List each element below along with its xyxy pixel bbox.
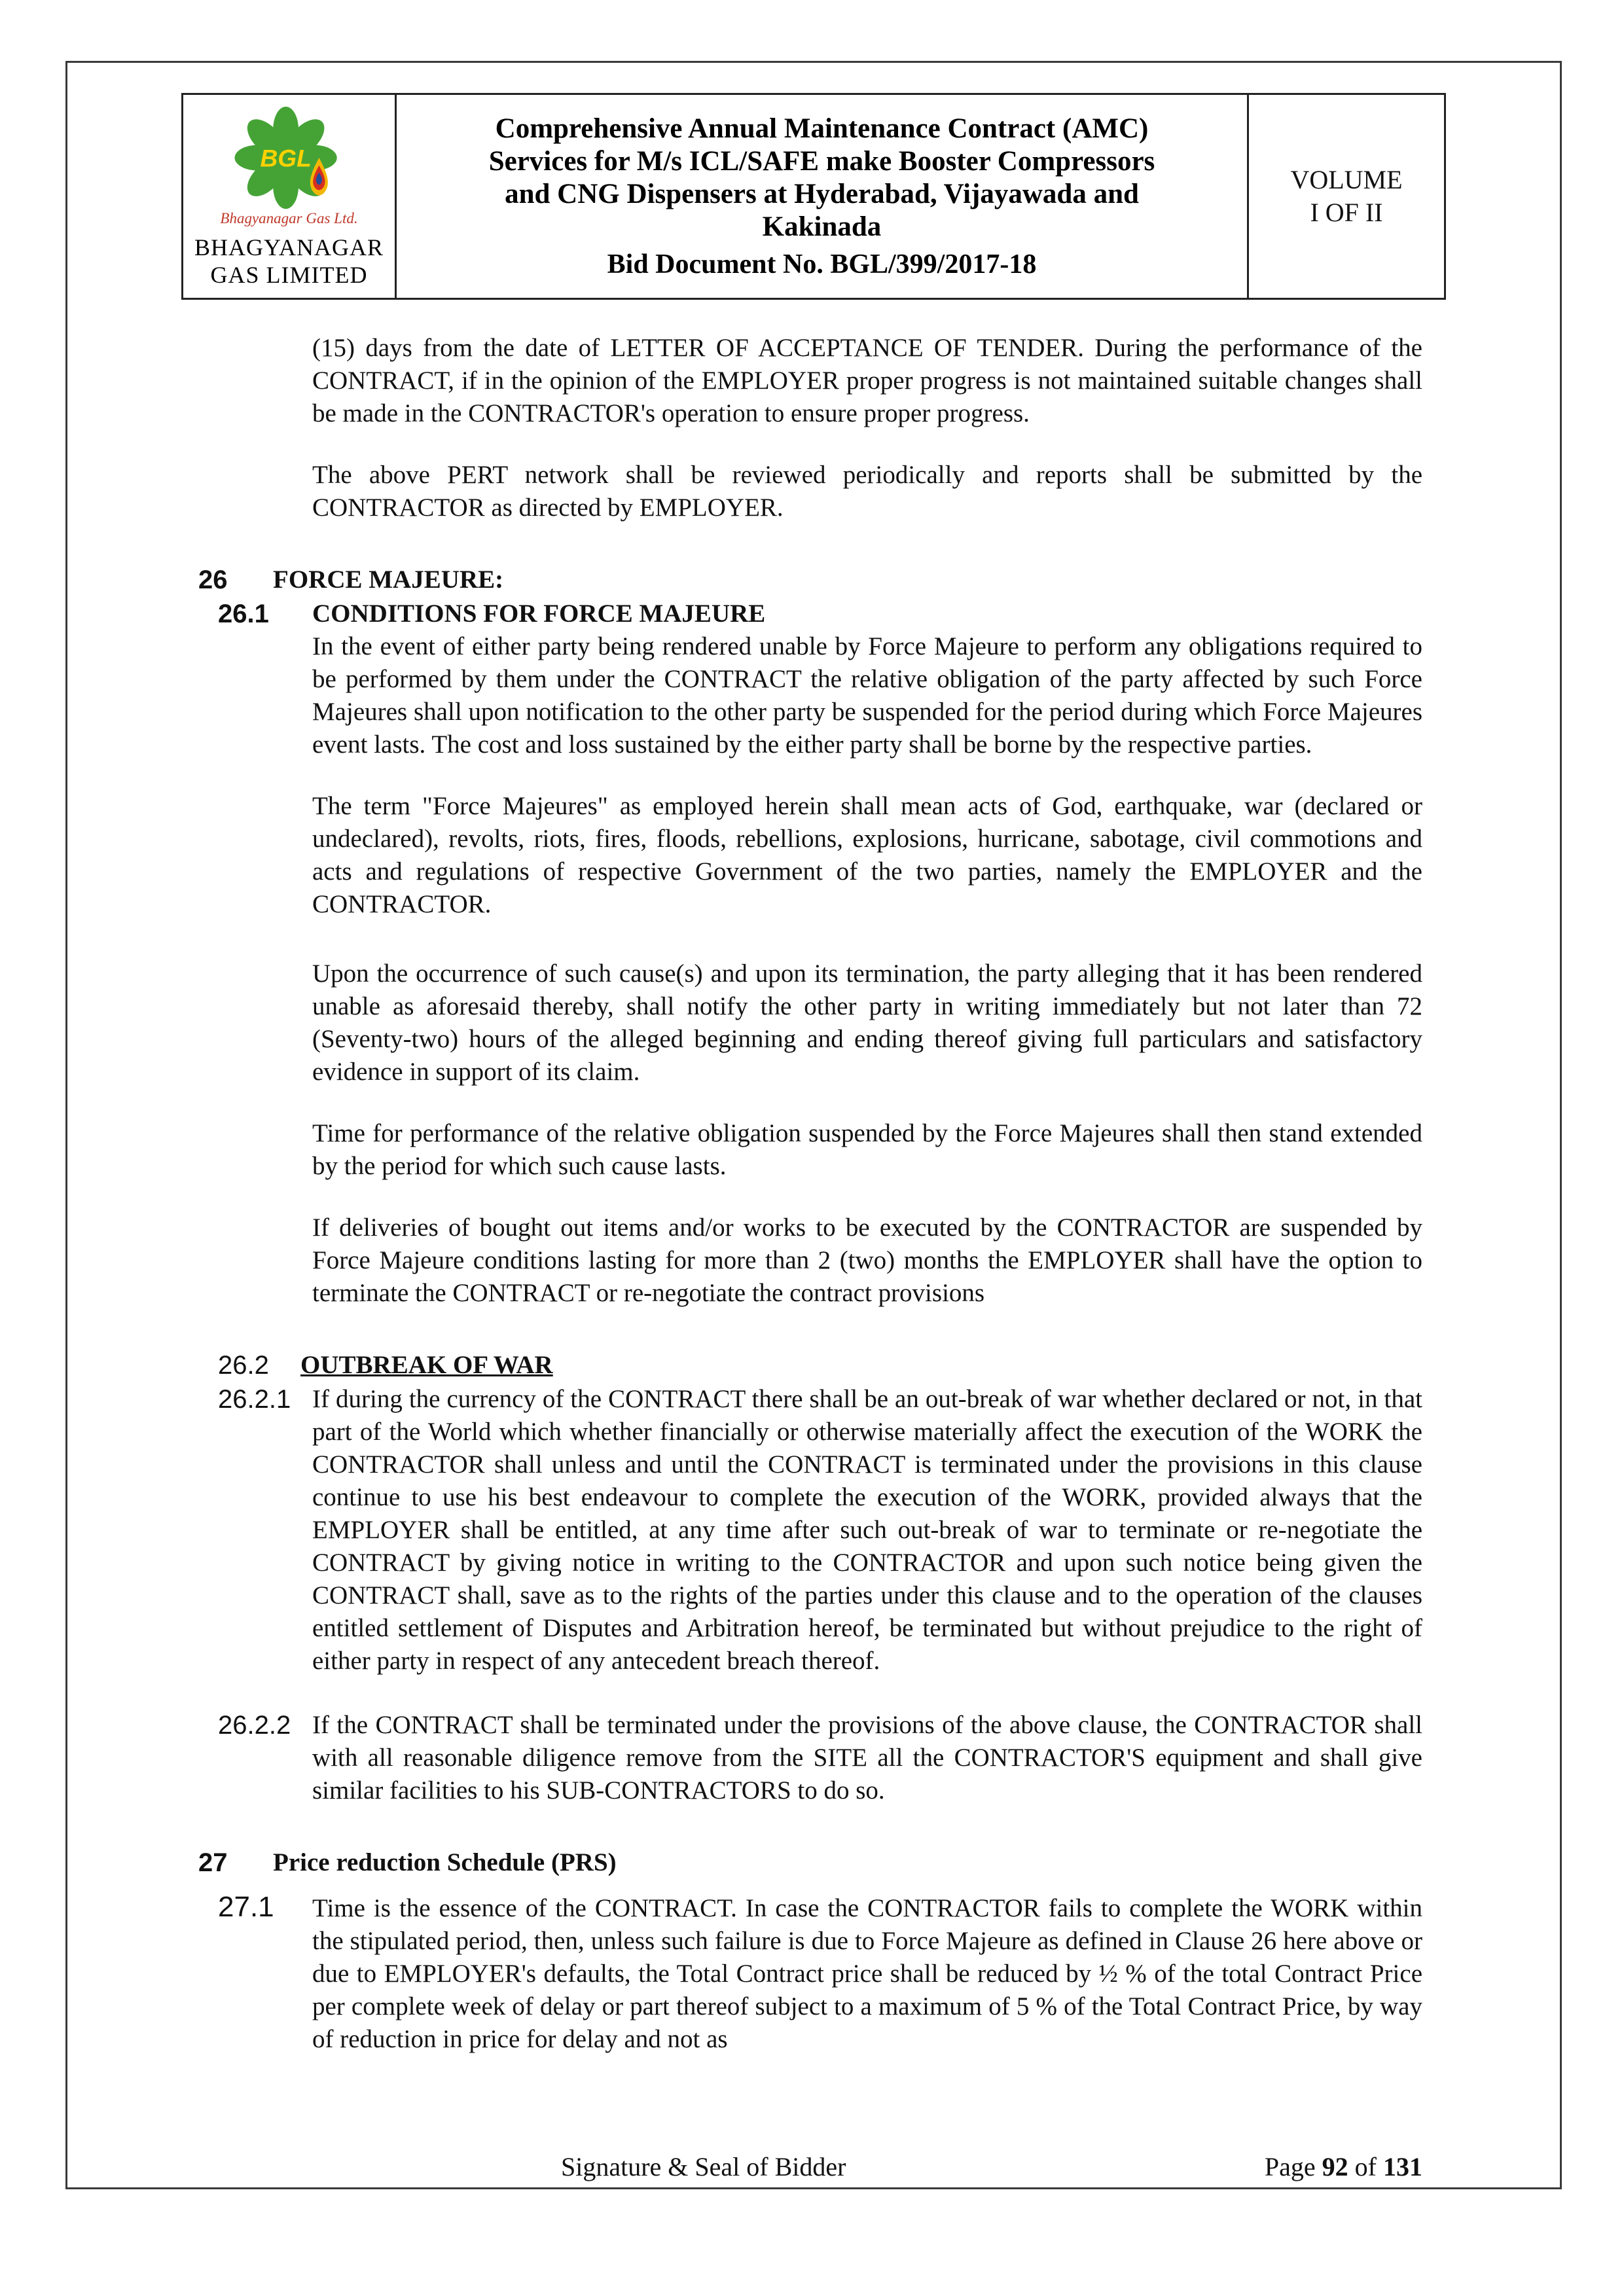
volume-cell (1249, 95, 1444, 298)
document-body (67, 300, 1560, 2056)
logo-acronym: BGL (260, 144, 312, 172)
section-26-1-paragraph-1: In the event of either party being rendered unable by Force Majeure to perform any obligations required to be performed by them under the CONTRACT the relative obligation of the party affected by such Force Majeures shall upon notification to the other party be suspended for the period during which Force Majeures event lasts. The cost and loss sustained by the either party shall be borne by the respective parties. (312, 632, 1422, 759)
paragraph-intro-2: The above PERT network shall be reviewed periodically and reports shall be submitted by the CONTRACTOR as directed by EMPLOYER. (312, 461, 1422, 522)
page-total: 131 (1383, 2152, 1422, 2181)
section-26-2-title: OUTBREAK OF WAR (300, 1351, 553, 1379)
page-number (1265, 2151, 1422, 2182)
section-26-1-paragraph-4: Time for performance of the relative obligation suspended by the Force Majeures shall then stand extended by the period for which such cause lasts. (312, 1119, 1422, 1180)
logo-cell (183, 95, 397, 298)
section-26-1 (218, 598, 1422, 761)
section-26-1-paragraph-3: Upon the occurrence of such cause(s) and upon its termination, the party alleging that it has been rendered unable as aforesaid thereby, shall notify the other party in writing immediately but not later than 72 (Seventy-two) hours of the alleged beginning and ending thereof giving full particulars and satisfactory evidence in support of its claim. (312, 960, 1422, 1086)
clause-number-26-2-2: 26.2.2 (218, 1711, 291, 1740)
document-title-line3: and CNG Dispensers at Hyderabad, Vijayawada and (505, 179, 1139, 209)
section-27-heading (198, 1846, 1422, 1879)
document-title-line1: Comprehensive Annual Maintenance Contract (AMC) (495, 113, 1149, 144)
section-26-2-2 (218, 1709, 1422, 1807)
company-logo (222, 105, 356, 214)
section-26-1-paragraph-5: If deliveries of bought out items and/or works to be executed by the CONTRACTOR are suspended by Force Majeure conditions lasting for more than 2 (two) months the EMPLOYER shall have the option to terminate the CONTRACT or re-negotiate the contract provisions (312, 1213, 1422, 1307)
clause-number-26-2-1: 26.2.1 (218, 1385, 291, 1414)
section-27-1 (218, 1891, 1422, 2056)
document-title-line2: Services for M/s ICL/SAFE make Booster Compressors (488, 146, 1155, 177)
clause-number-27: 27 (198, 1848, 228, 1877)
company-name-line2: GAS LIMITED (210, 262, 368, 288)
clause-number-27-1: 27.1 (218, 1891, 274, 1923)
section-26-title: FORCE MAJEURE: (273, 565, 504, 594)
page-footer (312, 2151, 1422, 2182)
page-of-word: of (1354, 2152, 1377, 2181)
volume-line2: I OF II (1310, 198, 1383, 227)
logo-caption: Bhagyanagar Gas Ltd. (220, 210, 358, 226)
section-26-2-1 (218, 1383, 1422, 1677)
section-26-1-paragraph-2: The term "Force Majeures" as employed herein shall mean acts of God, earthquake, war (declared or undeclared), revolts, riots, fires, floods, rebellions, explosions, hurricane, sabotage, civil commotions and acts and regulations of respective Government of the two parties, namely the EMPLOYER and the CONTRACTOR. (312, 792, 1422, 918)
section-26-2-heading (218, 1349, 1422, 1382)
page-border (65, 61, 1562, 2189)
clause-number-26-2: 26.2 (218, 1351, 269, 1380)
signature-label: Signature & Seal of Bidder (561, 2152, 846, 2181)
page-current: 92 (1322, 2152, 1348, 2181)
clause-number-26-1: 26.1 (218, 600, 269, 628)
document-header (181, 93, 1446, 300)
document-title (411, 113, 1233, 243)
document-title-line4: Kakinada (762, 211, 882, 242)
volume-line1: VOLUME (1290, 165, 1403, 194)
section-27-1-text: Time is the essence of the CONTRACT. In case the CONTRACTOR fails to complete the WORK within the stipulated period, then, unless such failure is due to Force Majeure as defined in Clause 26 here above or due to EMPLOYER's defaults, the Total Contract price shall be reduced by ½ % of the total Contract Price per complete week of delay or part thereof subject to a maximum of 5 % of the Total Contract Price, by way of reduction in price for delay and not as (312, 1894, 1422, 2053)
company-name-line1: BHAGYANAGAR (194, 234, 384, 260)
section-26-2-2-text: If the CONTRACT shall be terminated under the provisions of the above clause, the CONTRACTOR shall with all reasonable diligence remove from the SITE all the CONTRACTOR'S equipment and shall give similar facilities to his SUB-CONTRACTORS to do so. (312, 1711, 1422, 1804)
section-26-2-1-text: If during the currency of the CONTRACT there shall be an out-break of war whether declared or not, in that part of the World which whether financially or otherwise materially affect the execution of the WORK the CONTRACTOR shall unless and until the CONTRACT is terminated under the provisions in this clause continue to use his best endeavour to complete the execution of the WORK, provided always that the EMPLOYER shall be entitled, at any time after such out-break of war to terminate or re-negotiate the CONTRACT by giving notice in writing to the CONTRACTOR and upon such notice being given the CONTRACT shall, save as to the rights of the parties under this clause and to the operation of the clauses entitled settlement of Disputes and Arbitration hereof, be terminated but without prejudice to the right of either party in respect of any antecedent breach thereof. (312, 1385, 1422, 1675)
title-cell (397, 95, 1249, 298)
section-26-1-title: CONDITIONS FOR FORCE MAJEURE (312, 600, 766, 628)
bid-document-number: Bid Document No. BGL/399/2017-18 (607, 249, 1037, 279)
company-name (194, 234, 384, 289)
page-word: Page (1264, 2152, 1316, 2181)
section-26-heading (198, 564, 1422, 596)
paragraph-intro-1: (15) days from the date of LETTER OF ACCEPTANCE OF TENDER. During the performance of the CONTRACT, if in the opinion of the EMPLOYER proper progress is not maintained suitable changes shall be made in the CONTRACTOR's operation to ensure proper progress. (312, 334, 1422, 427)
section-27-title: Price reduction Schedule (PRS) (273, 1848, 617, 1876)
clause-number-26: 26 (198, 565, 228, 594)
